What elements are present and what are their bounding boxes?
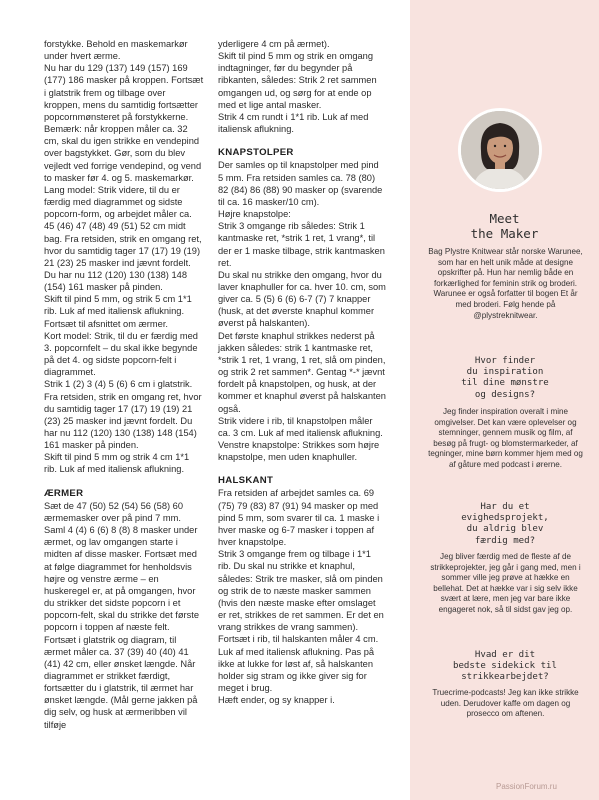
meet-the-maker-sidebar [410, 0, 599, 800]
section-heading-aermer: ÆRMER [44, 487, 84, 499]
paragraph: Strik 4 cm rundt i 1*1 rib. Luk af med italiensk aflukning. [218, 111, 369, 135]
paragraph: Venstre knapstolpe: Strikkes som højre knapstolpe, men uden knaphuller. [218, 440, 380, 463]
paragraph: Skift til pind 5 mm, og strik 5 cm 1*1 rib. Luk af med italiensk aflukning. Fortsæt til afsnittet om ærmer. [44, 294, 192, 329]
section-heading-halskant: HALSKANT [218, 475, 274, 487]
answer-inspiration: Jeg finder inspiration overalt i mine omgivelser. Det kan være oplevelser og stemninger, gennem musik og film, af besøg på frugt- og blomstermarkeder, af tegninger, mine børn kommer hjem med og af gåture med podcast i ørerne. [428, 407, 583, 469]
paragraph: Luk af med italiensk aflukning. Pas på ikke at lukke for løst af, så halskanten holder sig stram og ikke giver sig for meget i brug. [218, 646, 375, 693]
section-heading-knapstolper: KNAPSTOLPER [218, 147, 294, 159]
paragraph: Det første knaphul strikkes nederst på jakken således: strik 1 kantmaske ret, *strik 1 ret, 1 vrang, 1 ret, slå om pinden, og strik 2 ret sammen*. Gentag *-* jævnt fordelt på knapstolpen, og husk, at der kommer et knaphul øverst på halskanten også. [218, 330, 386, 414]
paragraph: Fortsæt i glatstrik og diagram, til ærmet måler ca. 37 (39) 40 (40) 41 (41) 42 cm, eller ønsket længde. Når diagrammet er strikket færdigt, fortsætter du i glatstrik, til ærmet har ønsket længde. (Mål gerne jakken på dig selv, og husk at ærmeribben vil tilføje [44, 634, 198, 730]
answer-sidekick: Truecrime-podcasts! Jeg kan ikke strikke uden. Derudover kaffe om dagen og prosecco om aftenen. [432, 688, 579, 719]
paragraph: Sæt de 47 (50) 52 (54) 56 (58) 60 ærmemasker over på pind 7 mm. Saml 4 (4) 6 (6) 8 (8) 8 masker under ærmet, og lav omgangen starte i midten af disse masker. Fortsæt med at følge diagrammet for henholdsvis højre og venstre ærme – en huskeregel er, at på omgangen, hvor du strikker det sidste popcorn i et popcorn-felt, skal du strikke det første popcorn i toppen af næste felt. [44, 500, 200, 633]
sidebar-title: Meet the Maker [470, 211, 539, 241]
paragraph: Strik videre i rib, til knapstolpen måler ca. 3 cm. Luk af med italiensk aflukning. [218, 415, 383, 438]
paragraph: Hæft ender, og sy knapper i. [218, 695, 335, 706]
paragraph: Skift til pind 5 mm og strik 4 cm 1*1 rib. Luk af med italiensk aflukning. [44, 452, 190, 475]
paragraph: Strik 3 omgange frem og tilbage i 1*1 rib. Du skal nu strikke et knaphul, således: Strik tre masker, slå om pinden og strik de to næste masker sammen (hvis den næste maske efter omslaget er ret, strikkes de ret sammen. Er det en vrang strikkes de vrang sammen). Fortsæt i rib, til halskanten måler 4 cm. [218, 549, 384, 645]
answer-evighedsprojekt: Jeg bliver færdig med de fleste af de strikkeprojekter, jeg går i gang med, men i sommer ville jeg prøve at hække en bellehat. Det at hække var i sig selv ikke svært at lære, men jeg var bare ikke engageret nok, så til sidst gav jeg op. [430, 552, 581, 614]
paragraph: Lang model: Strik videre, til du er færdig med diagrammet og sidste popcorn-form, og arbejdet måler ca. 45 (46) 47 (48) 49 (51) 52 cm midt bag. Fra retsiden, strik en omgang ret, hvor du samtidig tager 17 (17) 19 (19) 21 (23) 25 masker ind jævnt fordelt. Du har nu 112 (120) 130 (138) 148 (154) 161 masker på pinden. [44, 184, 202, 293]
pattern-column-right [218, 38, 386, 706]
maker-bio: Bag Plystre Knitwear står norske Warunee, som har en helt unik måde at designe opskrifter på. Hun har nemlig både en forkærlighed for feminin strik og broderi. Warunee er også forfatter til bogen Et år med broderi. Følg hende på @plystreknitwear. [428, 247, 583, 320]
paragraph: yderligere 4 cm på ærmet). [218, 39, 330, 49]
paragraph: Skift til pind 5 mm og strik en omgang indtagninger, før du begynder på ribkanten, således: Strik 2 ret sammen omgangen ud, og sørg for at ende op med et lige antal masker. [218, 51, 377, 110]
question-evighedsprojekt: Har du et evighedsprojekt, du aldrig blev færdig med? [461, 502, 549, 546]
paragraph: Du skal nu strikke den omgang, hvor du laver knaphuller for ca. hver 10. cm, som giver ca. 5 (5) 6 (6) 6-7 (7) 7 knapper (husk, at det øverste knaphul kommer øverst på halskanten). [218, 269, 386, 329]
question-sidekick: Hvad er dit bedste sidekick til strikkearbejdet? [452, 650, 558, 683]
paragraph: Bemærk: når kroppen måler ca. 32 cm, skal du igen strikke en vendepind over bagstykket. Gør, som du blev vejledt ved forrige vendepind, og vend to masker før 4. og 5. maskemarkør. [44, 124, 202, 183]
maker-portrait-frame [458, 108, 542, 192]
paragraph: Højre knapstolpe: [218, 209, 291, 220]
watermark: PassionForum.ru [496, 782, 557, 791]
paragraph: Nu har du 129 (137) 149 (157) 169 (177) 186 masker på kroppen. Fortsæt i glatstrik frem og tilbage over kroppen, mens du samtidig fortsætter popcornmønsteret på forstykkerne. [44, 63, 204, 122]
pattern-column-left [44, 38, 204, 731]
question-inspiration: Hvor finder du inspiration til dine mønstre og designs? [461, 356, 549, 400]
paragraph: forstykke. Behold en maskemarkør under hvert ærme. [44, 39, 188, 62]
paragraph: Fra retsiden af arbejdet samles ca. 69 (75) 79 (83) 87 (91) 94 masker op med pind 5 mm, som svarer til ca. 1 maske i hver maske og 6-7 masker i toppen af hver knapstolpe. [218, 488, 380, 548]
paragraph: Kort model: Strik, til du er færdig med 3. popcornfelt – du skal ikke begynde på det 4. og sidste popcorn-felt i diagrammet. [44, 330, 198, 378]
paragraph: Strik 1 (2) 3 (4) 5 (6) 6 cm i glatstrik. Fra retsiden, strik en omgang ret, hvor du samtidig tager 17 (17) 19 (19) 21 (23) 25 masker ind jævnt fordelt. Du har nu 112 (120) 130 (138) 148 (154) 161 masker på pinden. [44, 379, 202, 451]
paragraph: Strik 3 omgange rib således: Strik 1 kantmaske ret, *strik 1 ret, 1 vrang*, til der er 1 maske tilbage, strik kantmasken ret. [218, 221, 385, 268]
paragraph: Der samles op til knapstolper med pind 5 mm. Fra retsiden samles ca. 78 (80) 82 (84) 86 (88) 90 masker op (svarende til ca. 16 masker/10 cm). [218, 160, 383, 207]
maker-portrait-photo [461, 111, 539, 189]
